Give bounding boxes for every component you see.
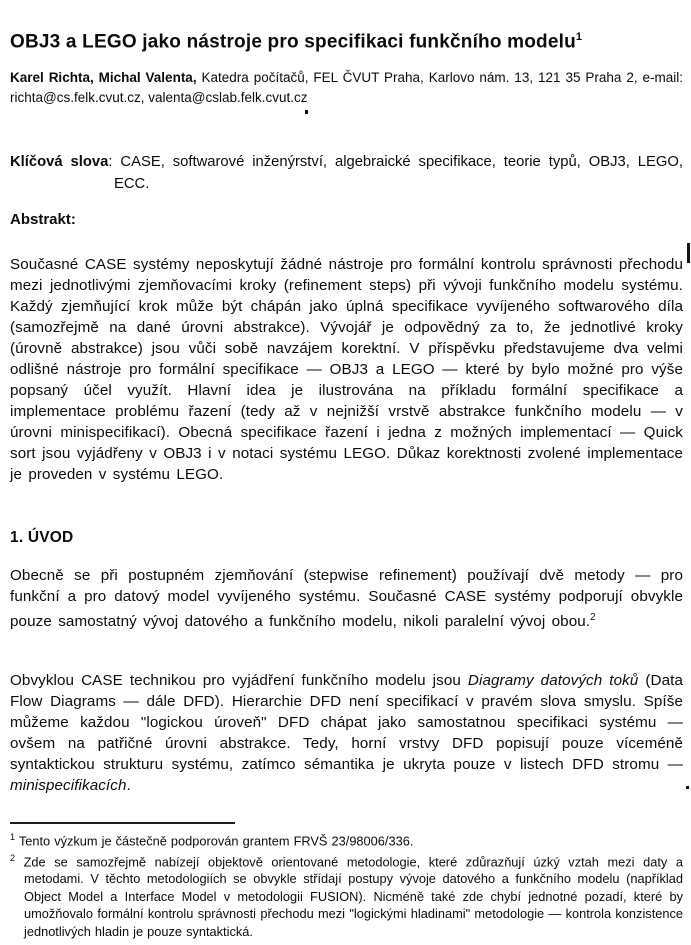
keywords-label: Klíčová slova — [10, 153, 109, 170]
footnote-1-marker: 1 — [10, 832, 16, 842]
scan-artifact-line — [687, 243, 690, 263]
paragraph-footnote-ref: 2 — [590, 612, 596, 624]
scan-artifact-dot — [686, 786, 689, 789]
keywords-list: CASE, softwarové inženýrství, algebraické specifikace, teorie typů, OBJ3, LEGO, ECC. — [114, 153, 683, 192]
keywords-block — [10, 151, 683, 195]
footnote-2 — [10, 850, 683, 940]
abstract-heading: Abstrakt: — [10, 211, 76, 229]
paper-title — [10, 26, 683, 53]
footnote-separator-rule — [10, 822, 235, 824]
intro-paragraph-2-italic-dfd: Diagramy datových toků — [467, 672, 639, 690]
intro-paragraph-1 — [10, 565, 683, 632]
intro-paragraph-2 — [10, 670, 683, 796]
footnote-1 — [10, 829, 683, 850]
intro-paragraph-2-seg3: (Data Flow Diagrams — dále DFD). Hierarchie DFD není specifikací v pravém slova smyslu. Spíše můžeme každou "logickou úroveň" DFD chápat jako samostatnou specifikaci systému — ovšem na patřičné úrovni abstrakce. Tedy, horní vrstvy DFD popisují pouze víceméně syntaktickou strukturu systému, zatímco sémantika je ukryta pouze v listech DFD stromu — — [10, 672, 684, 774]
authors-line — [10, 68, 683, 109]
intro-paragraph-2-seg5: . — [126, 777, 131, 795]
intro-paragraph-1-text: Obecně se při postupném zjemňování (stepwise refinement) používají dvě metody — pro funkční a pro datový model vyvíjeného systému. Současné CASE systémy podporují obvykle pouze samostatný vývoj datového a funkčního modelu, nikoli paralelní vývoj obou. — [10, 567, 683, 631]
section-1-heading: 1. ÚVOD — [10, 528, 74, 546]
footnote-2-text: Zde se samozřejmě nabízejí objektově orientované metodologie, které zdůrazňují úzký vztah mezi daty a metodami. V těchto metodologiích se obvykle střídají postupy vývoje datového a funkčního modelu (například Object Model a Interface Model v metodologii FUSION). Nicméně také zde chybí jednotné pozadí, které by umožňovalo formální kontrolu správnosti přechodu mezi "logickými hladinami" metodologie — kontrola konzistence jednotlivých hladin je pouze syntaktická. — [23, 853, 683, 939]
intro-paragraph-2-italic-minispec: minispecifikacích — [10, 777, 127, 795]
title-footnote-ref: 1 — [575, 30, 583, 43]
footnote-1-text: Tento výzkum je částečně podporován grantem FRVŠ 23/98006/336. — [18, 833, 414, 849]
author-names: Karel Richta, Michal Valenta, — [10, 69, 197, 85]
author-affiliation: Katedra počítačů, FEL ČVUT Praha, Karlovo nám. 13, 121 35 Praha 2, e-mail: richta@cs.felk.cvut.cz, valenta@cslab.felk.cvut.cz — [10, 69, 683, 105]
intro-paragraph-2-seg1: Obvyklou CASE technikou pro vyjádření funkčního modelu jsou — [10, 672, 468, 690]
paper-title-text: OBJ3 a LEGO jako nástroje pro specifikaci funkčního modelu — [10, 31, 576, 53]
scan-artifact-dot — [305, 110, 308, 114]
footnote-2-marker: 2 — [10, 852, 16, 863]
footnotes-block — [10, 829, 683, 940]
keywords-separator: : — [108, 153, 121, 170]
abstract-paragraph: Současné CASE systémy neposkytují žádné nástroje pro formální kontrolu správnosti přechodu mezi jednotlivými zjemňovacími kroky (refinement steps) při vývoji funkčního modelu systému. Každý zjemňující krok může být chápán jako úplná specifikace vyvíjeného softwarového díla (samozřejmě na dané úrovni abstrakce). Vývojář je odpovědný za to, že jednotlivé kroky (úrovně abstrakce) jsou vůči sobě navzájem korektní. V příspěvku představujeme dva velmi odlišné nástroje pro formální specifikace — OBJ3 a LEGO — které by bylo možné pro výše popsaný účel využít. Hlavní idea je ilustrována na příkladu formální specifikace a implementace problému řazení (tedy až v nejnižší vrstvě abstrakce funkčního modelu — v úrovni minispecifikací). Obecná specifikace řazení i jedna z možných implementací — Quick sort jsou vyjádřeny v OBJ3 i v notaci systému LEGO. Důkaz korektnosti zvolené implementace je proveden v systému LEGO. — [10, 256, 683, 484]
